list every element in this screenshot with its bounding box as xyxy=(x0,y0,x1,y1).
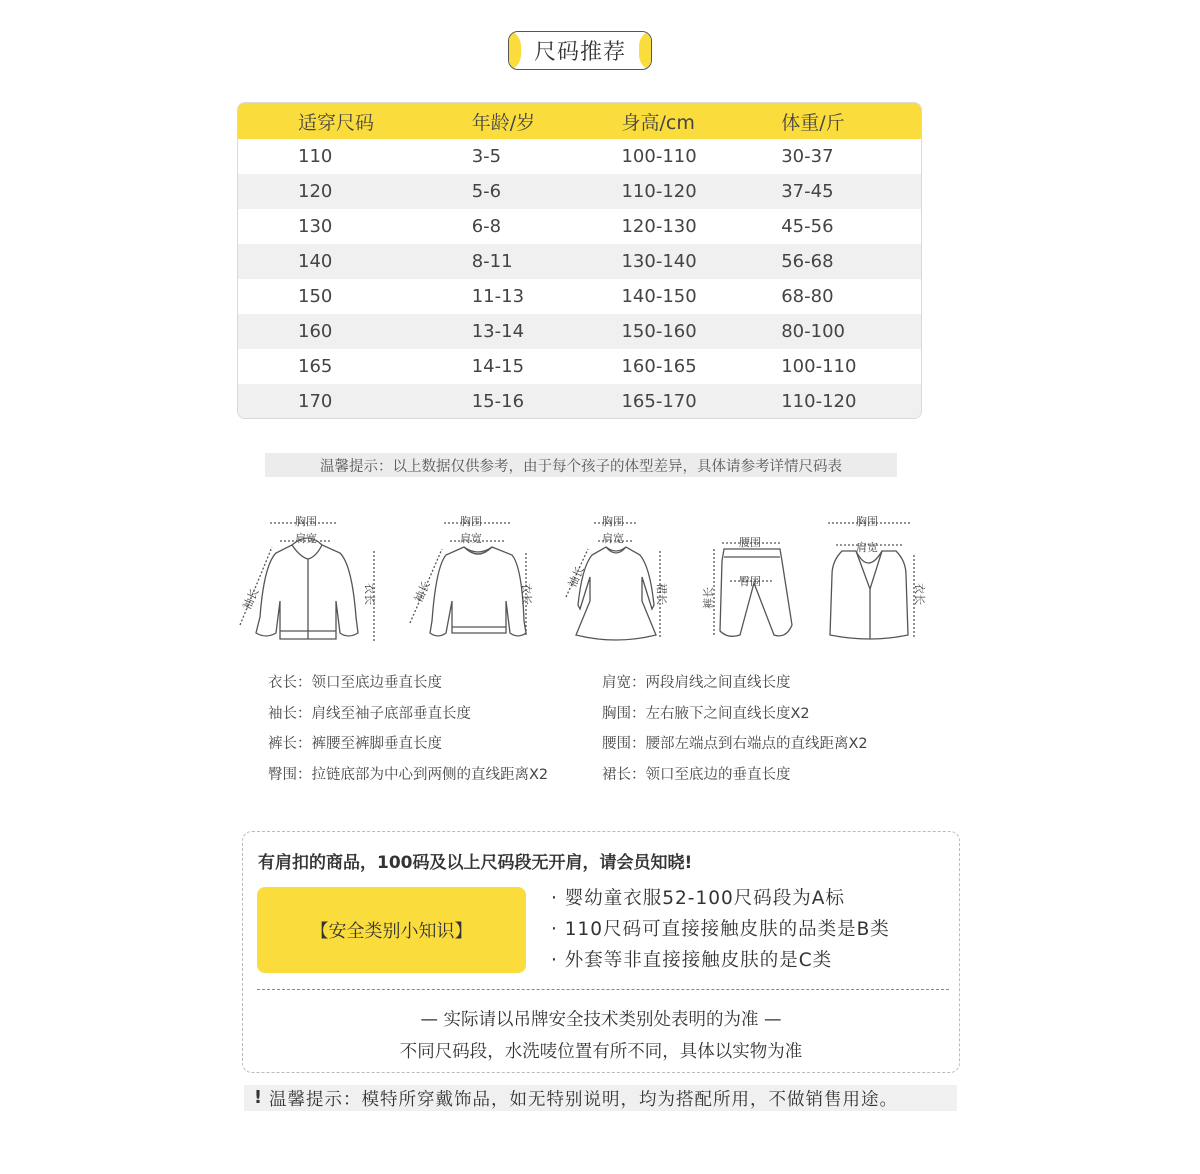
definition-item: 衣长：领口至底边垂直长度 xyxy=(268,675,442,691)
pants-length-label: 裤长 xyxy=(702,587,715,609)
table-row xyxy=(238,314,921,349)
definition-item: 臀围：拉链底部为中心到两侧的直线距离X2 xyxy=(268,766,549,783)
vest-shoulder-label: 肩宽 xyxy=(856,541,878,554)
list-item: · 婴幼童衣服52-100尺码段为A标 xyxy=(551,888,845,909)
dress-chest-label: 胸围 xyxy=(602,515,624,528)
cell-weight: 56-68 xyxy=(781,251,834,272)
table-header xyxy=(238,103,921,139)
cell-size: 130 xyxy=(298,216,333,237)
table-row xyxy=(238,384,921,419)
header-age: 年龄/岁 xyxy=(471,111,536,134)
dress-length-label: 裙长 xyxy=(655,583,668,605)
table-row xyxy=(238,279,921,314)
dress-diagram xyxy=(565,514,668,640)
pants-waist-label: 腰围 xyxy=(739,536,761,549)
section-title xyxy=(508,31,652,70)
sweater-chest-label: 胸围 xyxy=(460,515,482,528)
cell-weight: 45-56 xyxy=(781,216,834,237)
cell-weight: 68-80 xyxy=(781,286,834,307)
size-table xyxy=(237,102,922,419)
list-item: · 外套等非直接接触皮肤的是C类 xyxy=(551,950,833,971)
list-item: · 110尺码可直接接触皮肤的品类是B类 xyxy=(551,919,890,940)
cell-age: 14-15 xyxy=(471,356,525,377)
hint-text: 温馨提示：以上数据仅供参考，由于每个孩子的体型差异，具体请参考详情尺码表 xyxy=(320,458,842,475)
header-size: 适穿尺码 xyxy=(298,111,375,134)
definition-item: 裙长：领口至底边的垂直长度 xyxy=(602,766,791,783)
hint-bar xyxy=(265,453,897,477)
cell-weight: 30-37 xyxy=(781,146,834,167)
cell-age: 15-16 xyxy=(471,391,525,412)
cell-size: 165 xyxy=(298,356,333,377)
notice-footer-line1: — 实际请以吊牌安全技术类别处表明的为准 — xyxy=(420,1010,782,1030)
cell-height: 160-165 xyxy=(621,356,697,377)
definitions-right xyxy=(602,673,868,795)
definitions-left xyxy=(268,673,548,795)
dress-shoulder-label: 肩宽 xyxy=(602,532,624,545)
jacket-sleeve-label: 袖长 xyxy=(240,586,262,612)
title-cap-right xyxy=(639,31,652,70)
cell-weight: 37-45 xyxy=(781,181,834,202)
cell-size: 170 xyxy=(298,391,333,412)
safety-knowledge-label: 【安全类别小知识】 xyxy=(310,921,473,942)
cell-height: 165-170 xyxy=(621,391,697,412)
cell-age: 3-5 xyxy=(471,146,502,167)
vest-diagram xyxy=(828,514,926,639)
cell-weight: 110-120 xyxy=(781,391,857,412)
pants-hip-label: 臀围 xyxy=(739,575,761,588)
table-row xyxy=(238,139,921,174)
definition-item: 裤长：裤腰至裤脚垂直长度 xyxy=(268,736,442,752)
table-row xyxy=(238,174,921,209)
dashed-divider xyxy=(257,989,949,990)
cell-height: 130-140 xyxy=(621,251,697,272)
cell-height: 110-120 xyxy=(621,181,697,202)
cell-age: 5-6 xyxy=(471,181,502,202)
table-row xyxy=(238,209,921,244)
definition-item: 袖长：肩线至袖子底部垂直长度 xyxy=(268,705,471,722)
garment-diagrams xyxy=(230,505,950,655)
vest-chest-label: 胸围 xyxy=(856,515,878,528)
bottom-tip-text: 温馨提示：模特所穿戴饰品，如无特别说明，均为搭配所用，不做销售用途。 xyxy=(268,1089,898,1110)
header-weight: 体重/斤 xyxy=(781,111,845,134)
jacket-length-label: 衣长 xyxy=(363,583,376,605)
cell-size: 140 xyxy=(298,251,333,272)
bottom-tip xyxy=(244,1085,957,1111)
cell-weight: 100-110 xyxy=(781,356,857,377)
table-row xyxy=(238,244,921,279)
cell-height: 140-150 xyxy=(621,286,697,307)
cell-height: 100-110 xyxy=(621,146,697,167)
cell-size: 160 xyxy=(298,321,333,342)
cell-height: 150-160 xyxy=(621,321,697,342)
exclamation-icon: ! xyxy=(254,1088,263,1108)
notice-footer-line2: 不同尺码段，水洗唛位置有所不同，具体以实物为准 xyxy=(399,1042,803,1062)
notice-heading: 有肩扣的商品，100码及以上尺码段无开肩，请会员知晓! xyxy=(258,853,693,873)
vest-length-label: 衣长 xyxy=(913,583,926,605)
pants-diagram xyxy=(701,536,792,637)
sweater-sleeve-label: 袖长 xyxy=(411,579,433,605)
section-title-text: 尺码推荐 xyxy=(533,40,626,65)
header-height: 身高/cm xyxy=(621,111,695,134)
table-row xyxy=(238,349,921,384)
cell-size: 150 xyxy=(298,286,333,307)
cell-size: 110 xyxy=(298,146,333,167)
cell-weight: 80-100 xyxy=(781,321,845,342)
sweater-shoulder-label: 肩宽 xyxy=(460,532,482,545)
jacket-shoulder-label: 肩宽 xyxy=(295,532,317,545)
title-cap-left xyxy=(508,31,521,70)
jacket-diagram xyxy=(239,514,376,641)
cell-age: 11-13 xyxy=(471,286,525,307)
sweater-diagram xyxy=(410,514,533,637)
safety-knowledge-badge xyxy=(257,887,526,973)
cell-age: 8-11 xyxy=(471,251,513,272)
definition-item: 肩宽：两段肩线之间直线长度 xyxy=(602,675,791,691)
jacket-chest-label: 胸围 xyxy=(295,515,317,528)
dress-sleeve-label: 袖长 xyxy=(565,564,587,590)
cell-age: 6-8 xyxy=(471,216,502,237)
definition-item: 胸围：左右腋下之间直线长度X2 xyxy=(602,705,810,722)
notice-box xyxy=(242,831,960,1073)
definition-item: 腰围：腰部左端点到右端点的直线距离X2 xyxy=(602,736,868,752)
cell-age: 13-14 xyxy=(471,321,525,342)
safety-bullets xyxy=(551,886,890,979)
sweater-length-label: 衣长 xyxy=(520,583,533,605)
cell-size: 120 xyxy=(298,181,333,202)
cell-height: 120-130 xyxy=(621,216,697,237)
